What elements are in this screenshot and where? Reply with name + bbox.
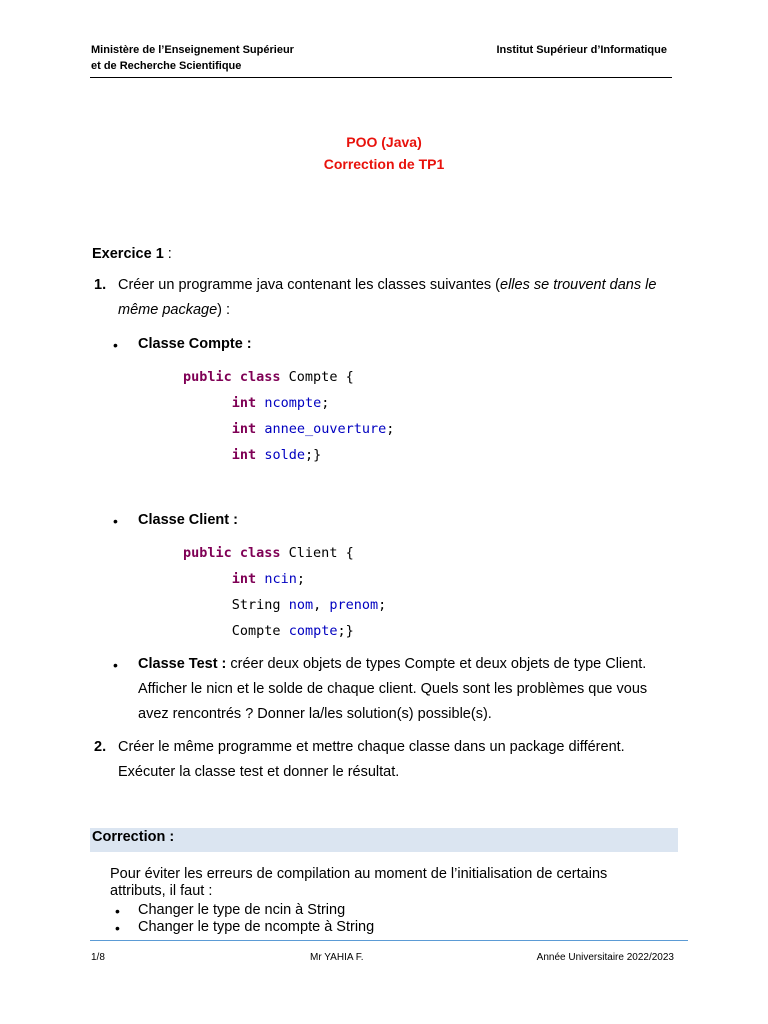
code-keyword: int [231,571,257,587]
code-keyword: public class [183,545,281,561]
bullet-client: • [113,513,118,529]
correction-bullet1: Changer le type de ncin à String [138,902,346,918]
header-ministry [91,42,294,74]
bullet-correction-2: • [115,920,120,936]
code-field: ncin [264,571,297,587]
test-line2: Afficher le nicn et le solde de chaque client. Quels sont les problèmes que vous [138,681,648,697]
bullet-compte: • [113,337,118,353]
code-keyword: int [231,395,257,411]
item1-italic: elles se trouvent dans le [500,277,657,293]
correction-para-line1: Pour éviter les erreurs de compilation au moment de l’initialisation de certains [110,866,608,882]
item1-line2 [118,298,230,323]
doc-title: POO (Java) [346,134,422,150]
bullet-test: • [113,657,118,673]
item1-line2-italic: même package [118,302,218,318]
header-ministry-line1: Ministère de l’Enseignement Supérieur [91,44,294,56]
item1-line1 [118,273,678,298]
code-field: prenom [329,597,379,613]
correction-banner [90,828,678,852]
code-type: String [231,597,289,613]
code-text: ; [386,421,395,437]
exercise-heading [92,242,172,267]
doc-subtitle: Correction de TP1 [323,156,445,172]
code-field: ncompte [264,395,322,411]
code-text: ; [378,597,387,613]
code-text: ;} [304,447,322,463]
code-field: compte [288,623,338,639]
code-text: ; [296,571,305,587]
code-field: annee_ouverture [264,421,387,437]
item2-number: 2. [94,739,107,755]
code-keyword: int [231,421,257,437]
code-text: ;} [337,623,354,639]
code-text: , [313,597,330,613]
item1-text: Créer un programme java contenant les classes suivantes ( [118,277,501,293]
item2-line2: Exécuter la classe test et donner le résultat. [118,764,400,780]
code-text: Client { [280,545,354,561]
client-code-block [183,540,386,644]
test-line1 [138,652,646,677]
code-keyword: int [231,447,257,463]
exercise-label: Exercice 1 [92,246,164,262]
item2-line1: Créer le même programme et mettre chaque classe dans un package différent. [118,739,625,755]
header-rule [90,77,672,78]
footer-author: Mr YAHIA F. [310,952,364,963]
code-field: nom [288,597,314,613]
footer-rule [90,940,688,941]
correction-bullet2: Changer le type de ncompte à String [138,919,375,935]
header-ministry-line2: et de Recherche Scientifique [91,60,242,72]
footer-page-number: 1/8 [91,952,105,963]
item1-number: 1. [94,277,107,293]
test-line3: avez rencontrés ? Donner la/les solution(s) possible(s). [138,706,492,722]
test-text: créer deux objets de types Compte et deux objets de type Client. [226,656,647,672]
code-text: Compte { [280,369,354,385]
client-label: Classe Client : [138,512,238,528]
compte-code-block [183,364,394,468]
correction-label: Correction : [92,829,175,845]
code-type: Compte [231,623,289,639]
bullet-correction-1: • [115,903,120,919]
footer-year: Année Universitaire 2022/2023 [536,952,674,963]
code-field: solde [264,447,305,463]
header-institute: Institut Supérieur d’Informatique [496,44,667,56]
compte-label: Classe Compte : [138,336,252,352]
correction-para-line2: attributs, il faut : [110,883,213,899]
exercise-label-suffix: : [163,246,172,262]
test-label: Classe Test : [138,656,227,672]
item1-line2-rest: ) : [217,302,231,318]
code-text: ; [321,395,330,411]
code-keyword: public class [183,369,281,385]
